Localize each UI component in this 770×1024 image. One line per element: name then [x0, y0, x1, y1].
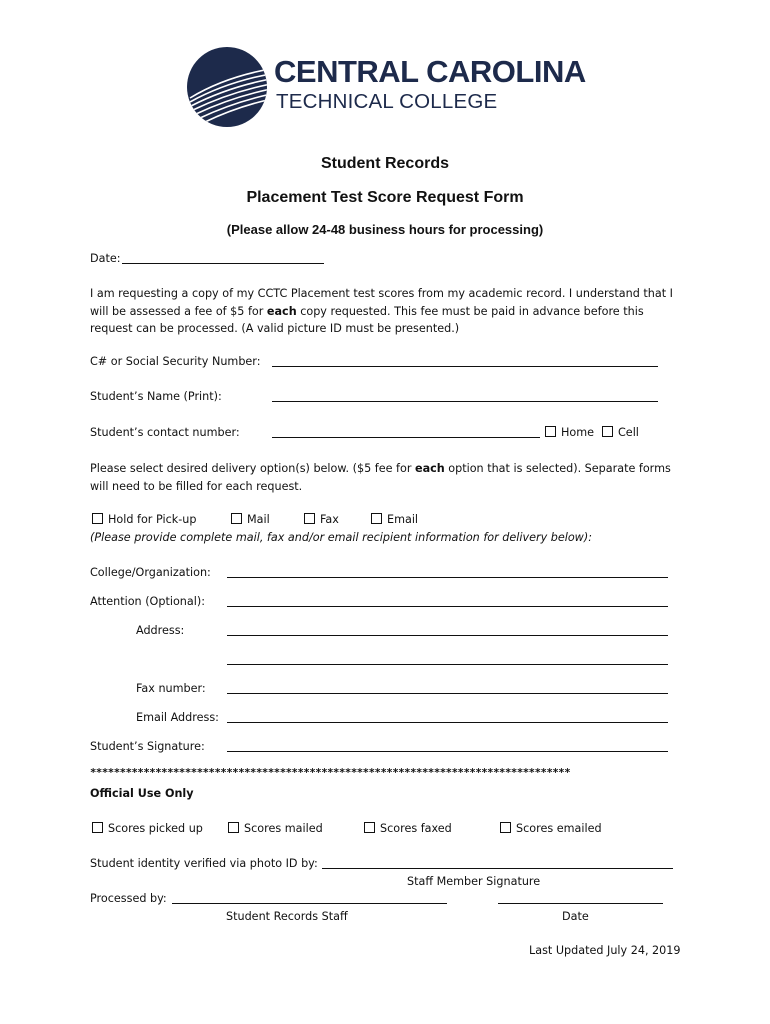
- logo-name-line2: TECHNICAL COLLEGE: [276, 90, 498, 113]
- official-use-heading: Official Use Only: [90, 787, 194, 800]
- delivery-option-pickup[interactable]: Hold for Pick-up: [92, 512, 196, 528]
- staff-signature-field[interactable]: [322, 868, 673, 869]
- college-label: College/Organization:: [90, 566, 211, 579]
- contact-number-field[interactable]: [272, 437, 540, 438]
- records-staff-caption: Student Records Staff: [226, 910, 348, 923]
- last-updated: Last Updated July 24, 2019: [529, 944, 681, 957]
- emailed-checkbox[interactable]: [500, 822, 511, 833]
- picked-up-checkbox[interactable]: [92, 822, 103, 833]
- official-option-emailed[interactable]: Scores emailed: [500, 821, 602, 837]
- address-label: Address:: [136, 624, 185, 637]
- processing-note: (Please allow 24-48 business hours for processing): [226, 222, 544, 237]
- contact-number-label: Student’s contact number:: [90, 426, 240, 439]
- email-address-field[interactable]: [227, 722, 668, 723]
- pickup-checkbox[interactable]: [92, 513, 103, 524]
- form-title: Placement Test Score Request Form: [246, 189, 524, 206]
- processed-date-field[interactable]: [498, 903, 663, 904]
- form-heading: Student Records: [320, 155, 449, 172]
- delivery-option-mail[interactable]: Mail: [231, 512, 270, 528]
- fax-number-label: Fax number:: [136, 682, 206, 695]
- home-checkbox[interactable]: [545, 426, 556, 437]
- email-checkbox[interactable]: [371, 513, 382, 524]
- fax-number-field[interactable]: [227, 693, 668, 694]
- delivery-paragraph: Please select desired delivery option(s) below. ($5 fee for each option that is selected). Separate forms will need to be filled for each request.: [90, 462, 671, 493]
- official-option-picked-up[interactable]: Scores picked up: [92, 821, 203, 837]
- intro-paragraph: I am requesting a copy of my CCTC Placement test scores from my academic record. I understand that I will be assessed a fee of $5 for each copy requested. This fee must be paid in advance before this request can be processed. (A valid picture ID must be presented.): [90, 287, 673, 335]
- section-separator: *********************************************************************************: [90, 767, 571, 779]
- mail-checkbox[interactable]: [231, 513, 242, 524]
- email-address-label: Email Address:: [136, 711, 219, 724]
- date-label: Date:: [90, 252, 121, 265]
- faxed-checkbox[interactable]: [364, 822, 375, 833]
- cell-label: Cell: [618, 426, 639, 439]
- mailed-checkbox[interactable]: [228, 822, 239, 833]
- home-option[interactable]: [545, 425, 594, 441]
- recipient-info-note: (Please provide complete mail, fax and/or email recipient information for delivery below):: [90, 531, 592, 544]
- official-option-faxed[interactable]: Scores faxed: [364, 821, 452, 837]
- date-caption: Date: [562, 910, 589, 923]
- college-logo: [186, 46, 586, 128]
- official-option-mailed[interactable]: Scores mailed: [228, 821, 323, 837]
- staff-signature-caption: Staff Member Signature: [407, 875, 541, 888]
- delivery-option-email[interactable]: Email: [371, 512, 418, 528]
- delivery-option-fax[interactable]: Fax: [304, 512, 339, 528]
- attention-field[interactable]: [227, 606, 668, 607]
- address-field-line2[interactable]: [227, 664, 668, 665]
- identity-verified-label: Student identity verified via photo ID by:: [90, 857, 318, 870]
- cell-option[interactable]: [602, 425, 639, 441]
- cell-checkbox[interactable]: [602, 426, 613, 437]
- fax-checkbox[interactable]: [304, 513, 315, 524]
- student-signature-field[interactable]: [227, 751, 668, 752]
- logo-name-line1: CENTRAL CAROLINA: [274, 54, 586, 89]
- processed-by-label: Processed by:: [90, 892, 167, 905]
- address-field-line1[interactable]: [227, 635, 668, 636]
- home-label: Home: [561, 426, 595, 439]
- student-name-label: Student’s Name (Print):: [90, 390, 222, 403]
- date-field[interactable]: [122, 263, 324, 264]
- logo-emblem-icon: [186, 46, 268, 128]
- attention-label: Attention (Optional):: [90, 595, 205, 608]
- cnum-field[interactable]: [272, 366, 658, 367]
- cnum-label: C# or Social Security Number:: [90, 355, 261, 368]
- college-field[interactable]: [227, 577, 668, 578]
- student-signature-label: Student’s Signature:: [90, 740, 205, 753]
- processed-by-field[interactable]: [172, 903, 447, 904]
- student-name-field[interactable]: [272, 401, 658, 402]
